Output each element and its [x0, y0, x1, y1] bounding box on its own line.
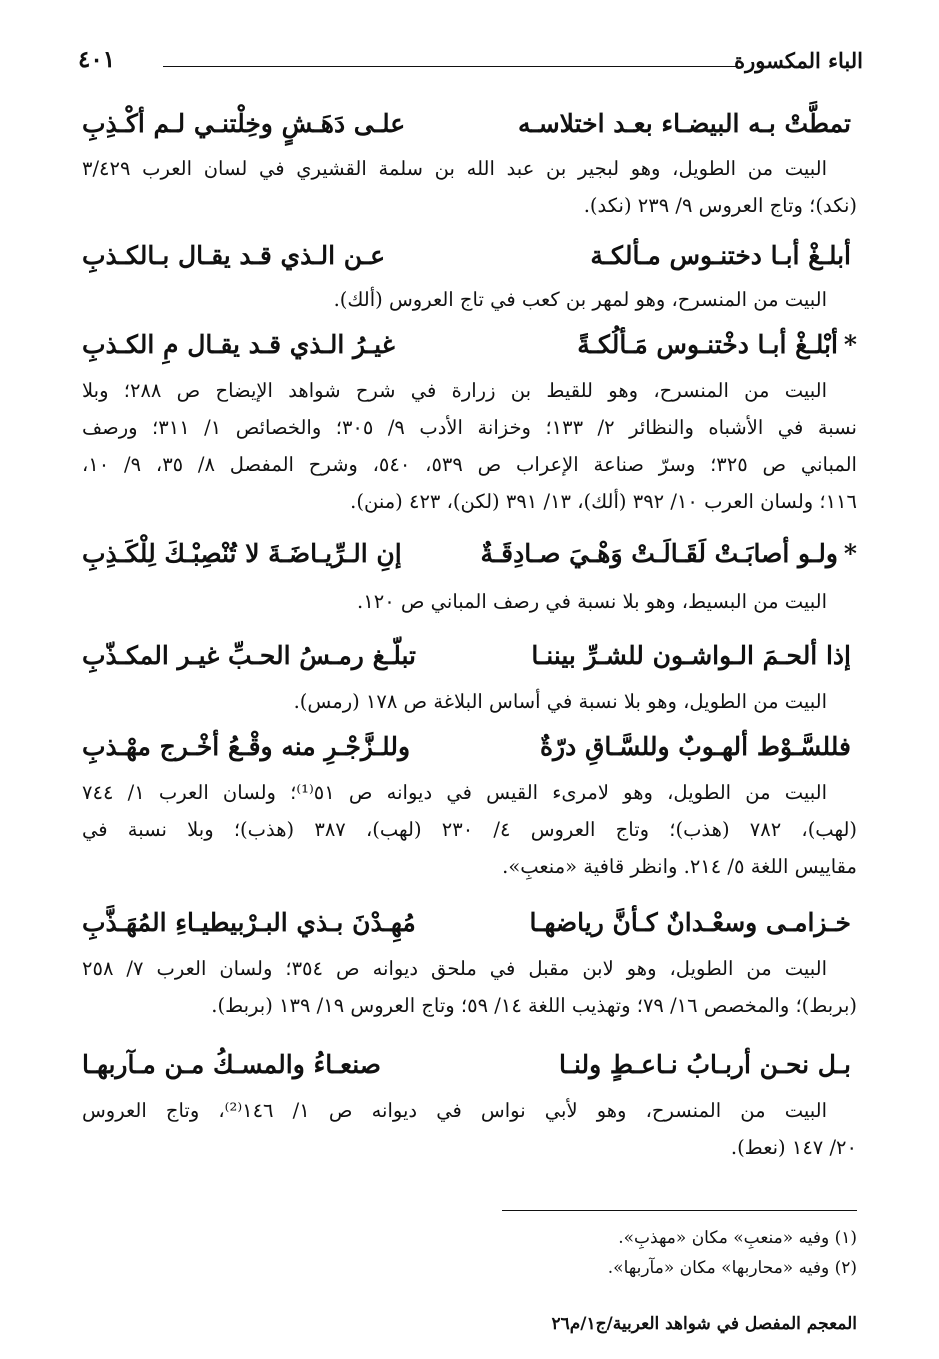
verse-hemistich-second: عـن الـذي قـد يقـال بـالكـذبِ — [82, 241, 386, 270]
note-line: البيت من الطويل، وهو بلا نسبة في أساس البلاغة ص ١٧٨ (رمس). — [293, 690, 827, 713]
citation-note — [82, 774, 857, 885]
page-number: ٤٠١ — [78, 46, 116, 73]
verse-hemistich-first: فللسَّـوْط ألهـوبٌ وللسَّـاقِ درّةٌ — [539, 732, 851, 761]
note-line: البيت من الطويل، وهو لبجير بن عبد الله بن سلمة القشيري في لسان العرب ٣/٤٢٩ — [82, 157, 827, 180]
verse-line — [82, 636, 857, 676]
footnote: (٢) وفيه «محاربها» مكان «مآربها». — [607, 1258, 857, 1278]
verse-hemistich-first: بـل نحـن أربـابُ نـاعـطٍ ولنـا — [559, 1050, 851, 1079]
note-line: مقاييس اللغة ٥/ ٢١٤. وانظر قافية «منعبِ». — [502, 855, 857, 878]
verse-line — [82, 727, 857, 767]
verse-line — [82, 903, 857, 943]
note-line: (بربط)؛ والمخصص ١٦/ ٧٩؛ وتهذيب اللغة ١٤/ ٥٩؛ وتاج العروس ١٩/ ١٣٩ (بربط). — [211, 994, 857, 1017]
star-marker: * — [843, 539, 857, 568]
verse-hemistich-first: إذا ألحـمَ الـواشـون للشـرِّ بيننـا — [531, 641, 851, 670]
verse-hemistich-second: إنِ الـرِّيـاضَـةَ لا تُنْصِبْـكَ لِلْكَـذِبِ — [82, 539, 402, 568]
note-line: ١١٦؛ ولسان العرب ١٠/ ٣٩٢ (ألك)، ١٣/ ٣٩١ (لكن)، ٤٢٣ (منن). — [350, 490, 857, 513]
citation-note — [82, 150, 857, 224]
verse-hemistich-second: صنعـاءُ والمسـكُ مـن مـآربهـا — [82, 1050, 381, 1079]
citation-note — [82, 281, 857, 318]
note-line: البيت من المنسرح، وهو للقيط بن زرارة في شرح شواهد الإيضاح ص ٢٨٨؛ وبلا — [82, 379, 827, 402]
verse-line — [82, 325, 857, 365]
verse-hemistich-first: *أبْلـغْ أبـا دخْتنـوس مَـألُكـةً — [577, 330, 857, 359]
verse-hemistich-first: أبلـغْ أبـا دختنـوس مـألكـة — [590, 241, 851, 270]
citation-note — [82, 1092, 857, 1166]
running-header — [78, 44, 863, 80]
note-line: البيت من البسيط، وهو بلا نسبة في رصف المباني ص ١٢٠. — [357, 590, 827, 613]
verse-hemistich-second: وللـزَّجْـرِ منه وقْـعُ أخْـرج مهْـذبِ — [82, 732, 411, 761]
verse-hemistich-first: *ولـو أصابَـتْ لَقَـالَـتْ وَهْـيَ صـادِقَـةٌ — [480, 539, 857, 568]
note-line: البيت من المنسرح، وهو لأبي نواس في ديوانه ص ١/ ١٤٦⁽²⁾، وتاج العروس — [82, 1099, 827, 1122]
citation-note — [82, 372, 857, 520]
signature-note: المعجم المفصل في شواهد العربية/ج١/م٢٦ — [551, 1314, 857, 1334]
note-line: (لهب)، ٧٨٢ (هذب)؛ وتاج العروس ٤/ ٢٣٠ (لهب)، ٣٨٧ (هذب)؛ وبلا نسبة في — [82, 818, 857, 841]
verse-hemistich-second: تبلّـغ رمـسُ الحـبِّ غيـر المكـذّبِ — [82, 641, 416, 670]
chapter-title: الباء المكسورة — [734, 48, 863, 73]
verse-line — [82, 1045, 857, 1085]
star-marker: * — [843, 330, 857, 359]
citation-note — [82, 583, 857, 620]
note-line: نسبة في الأشباه والنظائر ٢/ ١٣٣؛ وخزانة الأدب ٩/ ٣٠٥؛ والخصائص ١/ ٣١١؛ ورصف — [82, 416, 857, 439]
verse-hemistich-second: علـى دَهَـشٍ وخِلْتنـي لـم أكْـذِبِ — [82, 109, 406, 138]
note-line: (نكد)؛ وتاج العروس ٩/ ٢٣٩ (نكد). — [583, 194, 857, 217]
verse-line — [82, 236, 857, 276]
verse-hemistich-second: مُهِـدْنَ بـذي البـرْبيطيـاءِ المُهَـذَّبِ — [82, 908, 416, 937]
note-line: البيت من المنسرح، وهو لمهر بن كعب في تاج العروس (ألك). — [333, 288, 827, 311]
verse-hemistich-first: خـزامـى وسعْـدانٌ كـأنَّ رياضهـا — [529, 908, 851, 937]
verse-hemistich-second: غيـرُ الـذي قـد يقـال مِ الكـذبِ — [82, 330, 395, 359]
footnote: (١) وفيه «منعبِ» مكان «مهذبِ». — [618, 1228, 857, 1248]
footnote-rule — [502, 1210, 857, 1211]
header-rule — [163, 66, 738, 67]
citation-note — [82, 683, 857, 720]
note-line: البيت من الطويل، وهو لامرىء القيس في ديوانه ص ٥١⁽¹⁾؛ ولسان العرب ١/ ٧٤٤ — [82, 781, 827, 804]
note-line: ٢٠/ ١٤٧ (نعط). — [730, 1136, 857, 1159]
citation-note — [82, 950, 857, 1024]
verse-line — [82, 534, 857, 574]
verse-hemistich-first: تمطَّتْ بـه البيضـاء بعـد اختلاسـه — [518, 109, 851, 138]
note-line: المباني ص ٣٢٥؛ وسرّ صناعة الإعراب ص ٥٣٩، ٥٤٠، وشرح المفصل ٨/ ٣٥، ٩/ ١٠، — [82, 453, 857, 476]
note-line: البيت من الطويل، وهو لابن مقبل في ملحق ديوانه ص ٣٥٤؛ ولسان العرب ٧/ ٢٥٨ — [82, 957, 827, 980]
verse-line — [82, 104, 857, 144]
